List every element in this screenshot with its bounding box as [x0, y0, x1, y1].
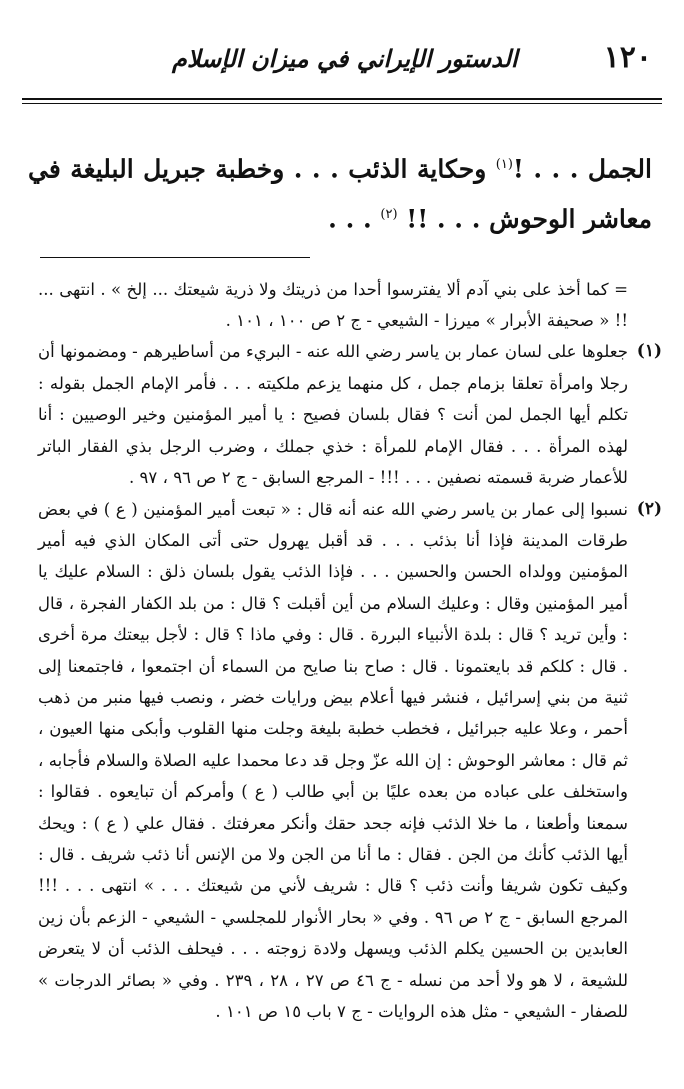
footnotes-section — [22, 274, 662, 1028]
page-header — [22, 18, 662, 100]
footnote-marker-2: (٢) — [380, 207, 398, 223]
header-rule — [22, 103, 662, 104]
main-text-start: الجمل . . . ! — [512, 154, 652, 184]
main-text-middle: وحكاية الذئب . . . وخطبة جبريل البليغة في معاشر الوحوش . . . !! — [28, 154, 652, 234]
main-paragraph — [22, 142, 662, 243]
footnote-1 — [38, 336, 662, 493]
running-title: الدستور الإيراني في ميزان الإسلام — [172, 44, 518, 73]
footnote-text: جعلوها على لسان عمار بن ياسر رضي الله عنه - البريء من أساطيرهم - ومضمونها أن رجلا وامرأة تعلقا بزمام جمل ، كل منهما يزعم ملكيته . . . فأمر الإمام الجمل بقوله : تكلم أيها الجمل لمن أنت ؟ فقال بلسان فصيح : يا أمير المؤمنين وخير الوصيين : أنا لهذه المرأة . . . فقال الإمام للمرأة : خذي جملك ، وضرب الرجل بذي الفقار الباتر للأعمار ضربة قسمته نصفين . . . !!! - المرجع السابق - ج ٢ ص ٩٦ ، ٩٧ . — [38, 342, 628, 488]
footnote-separator — [40, 257, 310, 258]
footnote-marker-1: (١) — [495, 157, 513, 172]
footnote-continuation: = كما أخذ على بني آدم ألا يفترسوا أحدا من ذريتك ولا ذرية شيعتك ... إلخ » . انتهى ... !! « صحيفة الأبرار » ميرزا - الشيعي - ج ٢ ص ١٠٠ ، ١٠١ . — [38, 279, 628, 331]
footnote-number: (١) — [636, 341, 662, 362]
book-page — [22, 18, 662, 1078]
footnote-2 — [38, 494, 662, 1028]
page-number: ١٢٠ — [603, 40, 652, 75]
footnote-number: (٢) — [636, 498, 662, 519]
footnote-text: نسبوا إلى عمار بن ياسر رضي الله عنه أنه قال : « تبعت أمير المؤمنين ( ع ) في بعض طرقات المدينة فإذا أنا بذئب . . . قد أقبل يهرول حتى أتى المكان الذي فيه أمير المؤمنين وولداه الحسن والحسين . . . فإذا الذئب يقول بلسان ذلق : السلام عليك يا أمير المؤمنين وقال : وعليك السلام من أين أقبلت ؟ قال : من بلد الكفار الفجرة ، قال : وأين تريد ؟ قال : بلدة الأنبياء البررة . قال : وفي ماذا ؟ قال : لأجل بيعتك مرة أخرى . قال : كلكم قد بايعتمونا . قال : صاح بنا صايح من السماء أن اجتمعوا ، فاجتمعنا إلى ثنية من بني إسرائيل ، فنشر فيها أعلام بيض ورايات خضر ، ونصب فيها منبر من ذهب أحمر ، وعلا عليه جبرائيل ، فخطب خطبة بليغة وجلت منها القلوب وأبكى منها العيون ، ثم قال : معاشر الوحوش : إن الله عزّ وجل قد دعا محمدا عليه الصلاة والسلام فأجابه ، واستخلف على عباده من بعده عليًا بن أبي طالب ( ع ) وأمركم أن تبايعوه . فقالوا : سمعنا وأطعنا ، ما خلا الذئب فإنه جحد حقك وأنكر معرفتك . فقال علي ( ع ) : ويحك أيها الذئب كأنك من الجن . فقال : ما أنا من الجن ولا من الإنس أنا ذئب شريف . قال : وكيف تكون شريفا وأنت ذئب ؟ قال : شريف لأني من شيعتك . . . » انتهى . . . !!! المرجع السابق - ج ٢ ص ٩٦ . وفي « بحار الأنوار للمجلسي - الشيعي - الزعم بأن زين العابدين بن الحسين يكلم الذئب ويسهل ولادة زوجته . . . فيحلف الذئب أن لا يتعرض للشيعة ، لا هو ولا أحد من نسله - ج ٤٦ ص ٢٧ ، ٢٨ ، ٢٣٩ . وفي « بصائر الدرجات » للصفار - الشيعي - مثل هذه الروايات - ج ٧ باب ١٥ ص ١٠١ . — [38, 499, 629, 1021]
main-text-end: . . . — [328, 204, 381, 234]
